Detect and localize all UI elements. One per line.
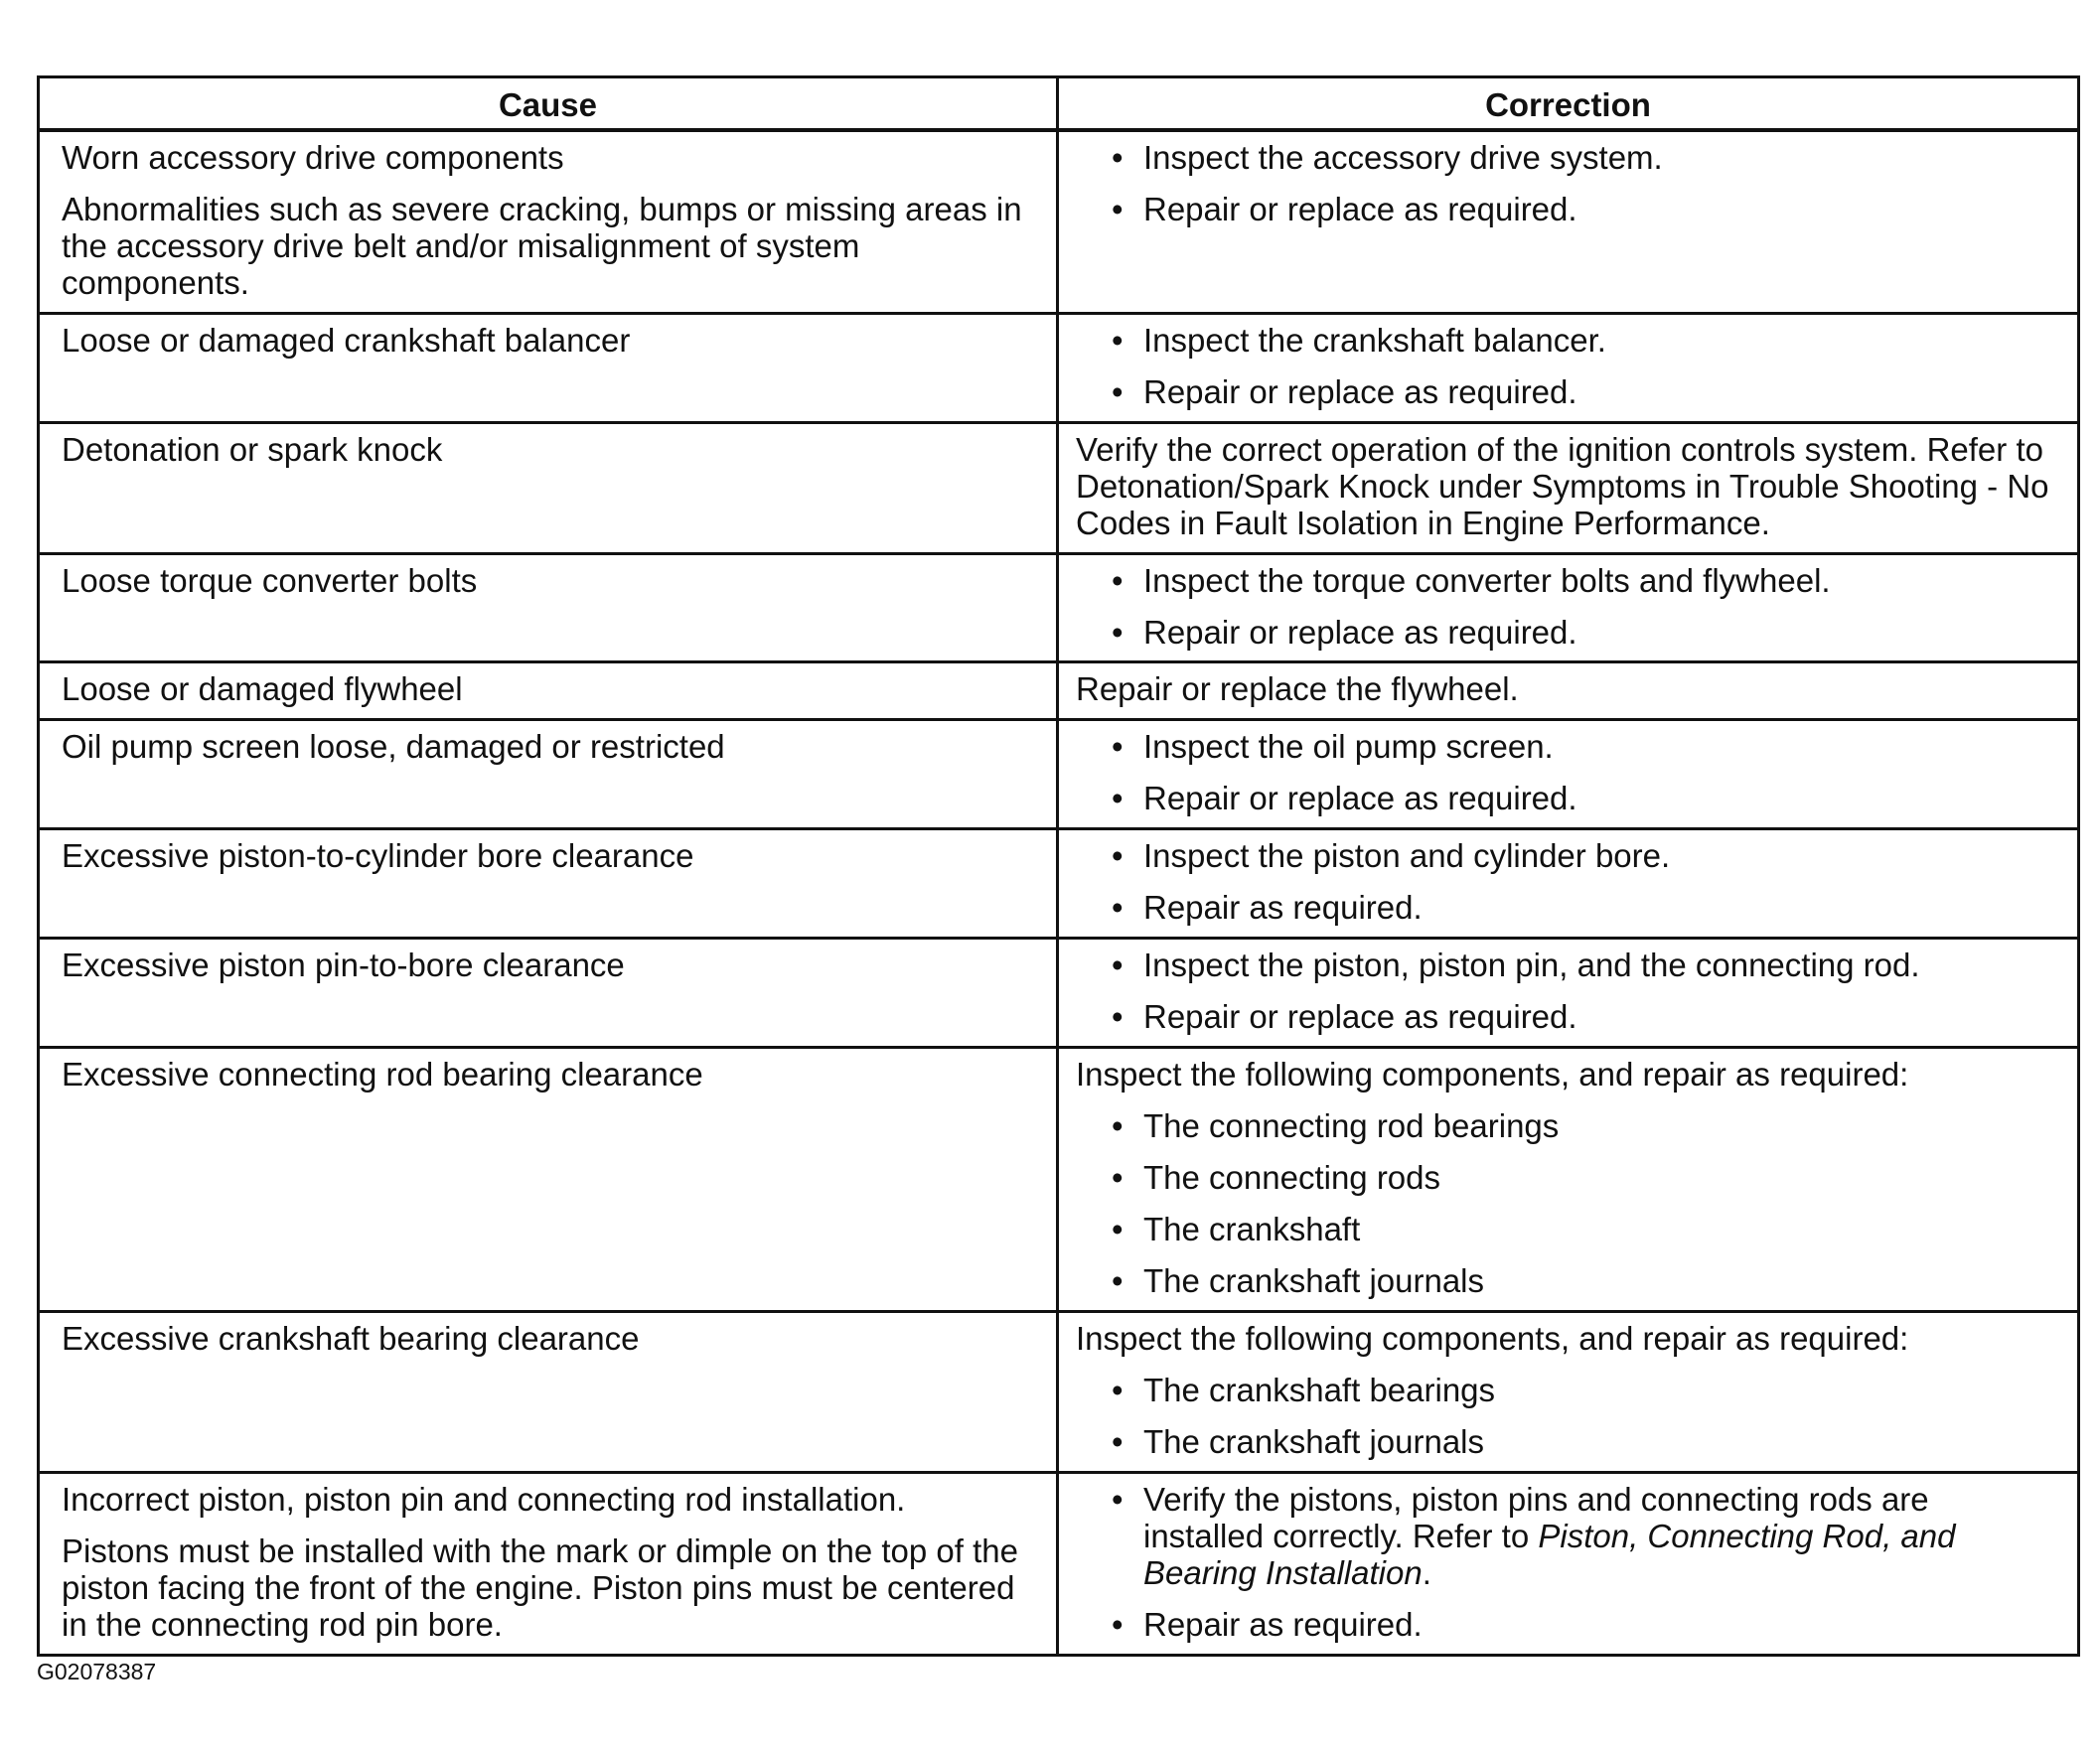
bullet-item: • The crankshaft journals <box>1076 1424 2057 1461</box>
bullet-list <box>1076 140 2057 228</box>
bullet-list <box>1076 948 2057 1036</box>
table-row <box>39 1472 2079 1655</box>
bullet-list <box>1076 838 2057 927</box>
table-row <box>39 313 2079 422</box>
bullet-list <box>1076 1482 2057 1644</box>
cause-text: Loose or damaged flywheel <box>62 670 463 708</box>
bullet-item: • Inspect the oil pump screen. <box>1076 729 2057 766</box>
cause-correction-table <box>37 75 2080 1657</box>
bullet-item: • The crankshaft bearings <box>1076 1373 2057 1409</box>
bullet-list <box>1076 1108 2057 1300</box>
bullet-item: • The connecting rods <box>1076 1160 2057 1197</box>
bullet-item: • Repair or replace as required. <box>1076 781 2057 817</box>
correction-cell <box>1058 939 2079 1048</box>
cause-text: Excessive piston-to-cylinder bore clearance <box>62 837 694 875</box>
cause-cell <box>39 422 1058 553</box>
correction-cell <box>1058 1311 2079 1472</box>
cause-cell <box>39 1048 1058 1312</box>
table-row <box>39 662 2079 720</box>
bullet-list <box>1076 563 2057 652</box>
bullet-item: • Repair as required. <box>1076 1607 2057 1644</box>
correction-cell <box>1058 720 2079 829</box>
cause-text: Pistons must be installed with the mark or dimple on the top of the piston facing the front of the engine. Piston pins must be centered in the connecting rod pin bore. <box>62 1531 1018 1643</box>
table-row <box>39 1311 2079 1472</box>
cause-cell <box>39 829 1058 939</box>
cause-cell <box>39 1311 1058 1472</box>
bullet-text: Verify the pistons, piston pins and connecting rods are installed correctly. Refer to <box>1143 1480 1929 1554</box>
cause-cell <box>39 313 1058 422</box>
cause-cell <box>39 662 1058 720</box>
table-row <box>39 130 2079 313</box>
table-row <box>39 422 2079 553</box>
bullet-item: • Inspect the accessory drive system. <box>1076 140 2057 177</box>
bullet-list <box>1076 1373 2057 1461</box>
cause-cell <box>39 130 1058 313</box>
table-body <box>39 130 2079 1655</box>
cause-text: Oil pump screen loose, damaged or restricted <box>62 728 725 766</box>
cause-text: Abnormalities such as severe cracking, bumps or missing areas in the accessory drive belt and/or misalignment of system components. <box>62 190 1022 301</box>
cause-cell <box>39 939 1058 1048</box>
correction-cell <box>1058 422 2079 553</box>
table-row <box>39 1048 2079 1312</box>
cause-cell <box>39 553 1058 662</box>
bullet-item: • Inspect the piston, piston pin, and the connecting rod. <box>1076 948 2057 984</box>
cause-cell <box>39 1472 1058 1655</box>
bullet-item: • The crankshaft journals <box>1076 1263 2057 1300</box>
cause-cell <box>39 720 1058 829</box>
bullet-item: • Repair or replace as required. <box>1076 999 2057 1036</box>
bullet-text: . <box>1422 1553 1431 1591</box>
correction-text: Repair or replace the flywheel. <box>1076 670 1519 708</box>
correction-cell <box>1058 313 2079 422</box>
bullet-item: • Inspect the piston and cylinder bore. <box>1076 838 2057 875</box>
cause-text: Worn accessory drive components <box>62 139 564 176</box>
cross-reference: Piston, Connecting Rod, and Bearing Installation <box>1143 1517 1956 1591</box>
cause-text: Loose or damaged crankshaft balancer <box>62 321 631 359</box>
cause-text: Loose torque converter bolts <box>62 561 478 599</box>
cause-text: Excessive crankshaft bearing clearance <box>62 1319 640 1357</box>
cause-text: Incorrect piston, piston pin and connecting rod installation. <box>62 1480 906 1518</box>
cause-column-header: Cause <box>39 77 1058 131</box>
table-row <box>39 720 2079 829</box>
bullet-item: • Repair or replace as required. <box>1076 374 2057 411</box>
correction-column-header: Correction <box>1058 77 2079 131</box>
bullet-item: • Repair or replace as required. <box>1076 192 2057 228</box>
bullet-list <box>1076 729 2057 817</box>
correction-cell <box>1058 130 2079 313</box>
correction-cell <box>1058 1048 2079 1312</box>
correction-text: Verify the correct operation of the ignition controls system. Refer to Detonation/Spark Knock under Symptoms in Trouble Shooting - No Codes in Fault Isolation in Engine Performance. <box>1076 430 2049 541</box>
correction-cell <box>1058 829 2079 939</box>
table-row <box>39 939 2079 1048</box>
bullet-item: • Repair or replace as required. <box>1076 615 2057 652</box>
bullet-item: • The connecting rod bearings <box>1076 1108 2057 1145</box>
cause-text: Excessive connecting rod bearing clearance <box>62 1056 703 1094</box>
table-row <box>39 829 2079 939</box>
bullet-item <box>1076 1482 2057 1592</box>
figure-id: G02078387 <box>37 1659 157 1684</box>
cause-text: Detonation or spark knock <box>62 430 443 468</box>
bullet-item: • The crankshaft <box>1076 1212 2057 1248</box>
bullet-item: • Inspect the torque converter bolts and flywheel. <box>1076 563 2057 600</box>
correction-text: Inspect the following components, and repair as required: <box>1076 1056 1909 1094</box>
correction-cell <box>1058 553 2079 662</box>
cause-text: Excessive piston pin-to-bore clearance <box>62 947 625 984</box>
table-header <box>39 77 2079 131</box>
bullet-item: • Repair as required. <box>1076 890 2057 927</box>
table-row <box>39 553 2079 662</box>
correction-cell <box>1058 662 2079 720</box>
correction-text: Inspect the following components, and repair as required: <box>1076 1319 1909 1357</box>
bullet-item: • Inspect the crankshaft balancer. <box>1076 323 2057 360</box>
bullet-list <box>1076 323 2057 411</box>
correction-cell <box>1058 1472 2079 1655</box>
header-row <box>39 77 2079 131</box>
